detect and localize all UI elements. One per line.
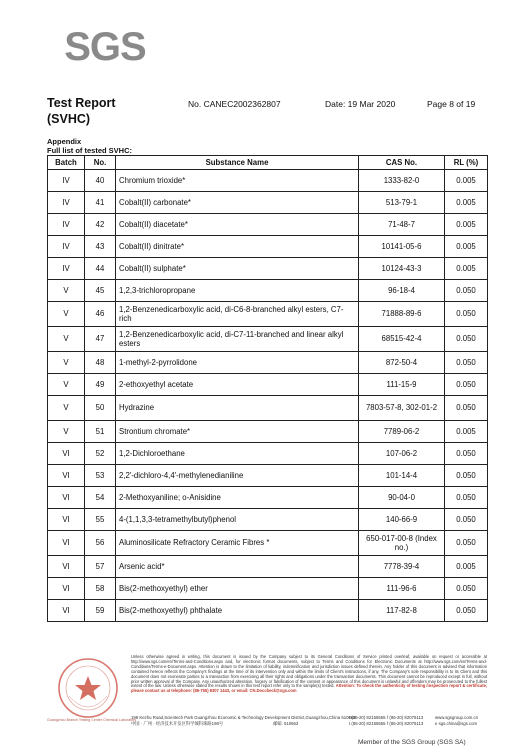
number-cell: 46 <box>85 302 116 327</box>
substance-cell: 4-(1,1,3,3-tetramethylbutyl)phenol <box>116 509 359 531</box>
number-cell: 41 <box>85 192 116 214</box>
table-row <box>48 509 488 531</box>
cas-cell: 71888-89-6 <box>359 302 445 327</box>
table-row <box>48 421 488 443</box>
rl-cell: 0.050 <box>445 352 488 374</box>
legal-text: Unless otherwise agreed in writing, this document is issued by the Company subject to its General Conditions of Service printed overleaf, available on request or accessible at http://www.sgs.com/en/Terms-and-Conditions.aspx and, for electronic format documents, subject to Terms and Conditions for Electronic Documents at http://www.sgs.com/en/Terms-and-Conditions/Terms-e-Document.aspx. Attention is drawn to the limitation of liability, indemnification and jurisdiction issues defined therein. Any holder of this document is advised that information contained hereon reflects the Company's findings at the time of its intervention only and within the limits of Client's instructions, if any. The Company's sole responsibility is to its Client and this document does not exonerate parties to a transaction from exercising all their rights and obligations under the transaction documents. This document cannot be reproduced except in full, without prior written approval of the Company. Any unauthorized alteration, forgery or falsification of the content or appearance of this document is unlawful and offenders may be prosecuted to the fullest extent of the law. Unless otherwise stated the results shown in this test report refer only to the sample(s) tested. <box>131 654 487 689</box>
number-cell: 44 <box>85 258 116 280</box>
table-row <box>48 556 488 578</box>
batch-cell: VI <box>48 556 85 578</box>
substance-cell: Cobalt(II) diacetate* <box>116 214 359 236</box>
col-substance: Substance Name <box>116 156 359 170</box>
address-block <box>131 715 487 727</box>
cas-cell: 68515-42-4 <box>359 327 445 352</box>
website-link[interactable]: www.sgsgroup.com.cn <box>435 715 478 720</box>
table-row <box>48 214 488 236</box>
batch-cell: V <box>48 280 85 302</box>
rl-cell: 0.005 <box>445 421 488 443</box>
fax: f (86-20) 82075113 <box>387 715 424 720</box>
page-number: Page 8 of 19 <box>427 99 476 109</box>
batch-cell: VI <box>48 465 85 487</box>
seal-star-icon <box>53 656 123 722</box>
seal-caption: Guangzhou Branch Testing Center Chemical Laboratory <box>47 718 137 722</box>
table-row <box>48 600 488 622</box>
substance-cell: Aluminosilicate Refractory Ceramic Fibres * <box>116 531 359 556</box>
report-title: Test Report <box>47 96 116 110</box>
cas-cell: 10141-05-6 <box>359 236 445 258</box>
appendix-label: Appendix <box>47 137 82 146</box>
svhc-table <box>47 155 488 622</box>
cas-cell: 101-14-4 <box>359 465 445 487</box>
number-cell: 42 <box>85 214 116 236</box>
number-cell: 50 <box>85 396 116 421</box>
col-no: No. <box>85 156 116 170</box>
table-row <box>48 192 488 214</box>
rl-cell: 0.050 <box>445 465 488 487</box>
batch-cell: IV <box>48 192 85 214</box>
batch-cell: VI <box>48 443 85 465</box>
table-row <box>48 327 488 352</box>
substance-cell: Arsenic acid* <box>116 556 359 578</box>
substance-cell: Cobalt(II) carbonate* <box>116 192 359 214</box>
batch-cell: V <box>48 302 85 327</box>
cas-cell: 96-18-4 <box>359 280 445 302</box>
substance-cell: 1,2,3-trichloropropane <box>116 280 359 302</box>
substance-cell: Bis(2-methoxyethyl) ether <box>116 578 359 600</box>
batch-cell: IV <box>48 258 85 280</box>
rl-cell: 0.050 <box>445 374 488 396</box>
rl-cell: 0.050 <box>445 578 488 600</box>
cas-cell: 71-48-7 <box>359 214 445 236</box>
substance-cell: 2-ethoxyethyl acetate <box>116 374 359 396</box>
cas-cell: 7778-39-4 <box>359 556 445 578</box>
number-cell: 52 <box>85 443 116 465</box>
table-row <box>48 487 488 509</box>
substance-cell: 1,2-Benzenedicarboxylic acid, di-C6-8-branched alkyl esters, C7-rich <box>116 302 359 327</box>
batch-cell: VI <box>48 578 85 600</box>
cas-cell: 111-96-6 <box>359 578 445 600</box>
lab-seal-stamp <box>53 656 123 722</box>
table-row <box>48 531 488 556</box>
rl-cell: 0.050 <box>445 531 488 556</box>
cas-cell: 7803-57-8, 302-01-2 <box>359 396 445 421</box>
table-row <box>48 374 488 396</box>
table-row <box>48 465 488 487</box>
authenticity-notice: Attention: To check the authenticity of testing /inspection report & certificate, please contact us at telephone: (86-755) 8307 1443, or email: CN.Doccheck@sgs.com <box>131 683 487 694</box>
number-cell: 47 <box>85 327 116 352</box>
batch-cell: IV <box>48 214 85 236</box>
number-cell: 59 <box>85 600 116 622</box>
number-cell: 48 <box>85 352 116 374</box>
cas-cell: 513-79-1 <box>359 192 445 214</box>
batch-cell: IV <box>48 236 85 258</box>
table-row <box>48 396 488 421</box>
batch-cell: VI <box>48 487 85 509</box>
number-cell: 56 <box>85 531 116 556</box>
rl-cell: 0.005 <box>445 170 488 192</box>
batch-cell: VI <box>48 509 85 531</box>
table-row <box>48 302 488 327</box>
sgs-logo-mark <box>64 22 146 68</box>
zip-cn: 邮编: 510663 <box>273 721 299 726</box>
rl-cell: 0.050 <box>445 327 488 352</box>
number-cell: 55 <box>85 509 116 531</box>
table-row <box>48 258 488 280</box>
number-cell: 45 <box>85 280 116 302</box>
address-cn-row <box>131 721 487 727</box>
substance-cell: Cobalt(II) dinitrate* <box>116 236 359 258</box>
rl-cell: 0.005 <box>445 258 488 280</box>
address-cn: 中国 · 广州 · 经济技术开发区科学城科珠路198号 <box>131 721 224 726</box>
substance-cell: 2-Methoxyaniline; o-Anisidine <box>116 487 359 509</box>
table-row <box>48 280 488 302</box>
col-rl: RL (%) <box>445 156 488 170</box>
number-cell: 49 <box>85 374 116 396</box>
number-cell: 58 <box>85 578 116 600</box>
table-row <box>48 578 488 600</box>
batch-cell: V <box>48 396 85 421</box>
substance-cell: 1,2-Dichloroethane <box>116 443 359 465</box>
number-cell: 57 <box>85 556 116 578</box>
batch-cell: V <box>48 374 85 396</box>
report-number: No. CANEC2002362807 <box>188 99 281 109</box>
number-cell: 40 <box>85 170 116 192</box>
cas-cell: 111-15-9 <box>359 374 445 396</box>
cas-cell: 650-017-00-8 (Index no.) <box>359 531 445 556</box>
page-footer <box>47 652 487 732</box>
number-cell: 51 <box>85 421 116 443</box>
substance-cell: 1,2-Benzenedicarboxylic acid, di-C7-11-branched and linear alkyl esters <box>116 327 359 352</box>
table-row <box>48 443 488 465</box>
address-en: 198 Kezhu Road,Scientech Park Guangzhou Economic & Technology Development District,Guangzhou,China 510663 <box>131 715 356 720</box>
batch-cell: V <box>48 421 85 443</box>
batch-cell: IV <box>48 170 85 192</box>
report-date: Date: 19 Mar 2020 <box>325 99 396 109</box>
batch-cell: V <box>48 327 85 352</box>
col-cas: CAS No. <box>359 156 445 170</box>
fax-cn: f (86-20) 82075113 <box>387 721 424 726</box>
batch-cell: VI <box>48 600 85 622</box>
legal-disclaimer <box>131 655 487 694</box>
substance-cell: Strontium chromate* <box>116 421 359 443</box>
appendix-heading <box>47 137 132 155</box>
cas-cell: 7789-06-2 <box>359 421 445 443</box>
cas-cell: 872-50-4 <box>359 352 445 374</box>
substance-cell: Bis(2-methoxyethyl) phthalate <box>116 600 359 622</box>
telephone-cn: t (86-20) 82155555 <box>349 721 386 726</box>
rl-cell: 0.005 <box>445 214 488 236</box>
rl-cell: 0.050 <box>445 443 488 465</box>
number-cell: 54 <box>85 487 116 509</box>
table-row <box>48 352 488 374</box>
table-row <box>48 236 488 258</box>
rl-cell: 0.050 <box>445 396 488 421</box>
rl-cell: 0.050 <box>445 600 488 622</box>
member-line: Member of the SGS Group (SGS SA) <box>358 739 466 746</box>
rl-cell: 0.050 <box>445 280 488 302</box>
sgs-logo-text: SGS <box>64 25 146 68</box>
rl-cell: 0.050 <box>445 487 488 509</box>
cas-cell: 90-04-0 <box>359 487 445 509</box>
substance-cell: Chromium trioxide* <box>116 170 359 192</box>
batch-cell: V <box>48 352 85 374</box>
rl-cell: 0.050 <box>445 509 488 531</box>
rl-cell: 0.005 <box>445 556 488 578</box>
substance-cell: Hydrazine <box>116 396 359 421</box>
table-body <box>48 170 488 622</box>
col-batch: Batch <box>48 156 85 170</box>
rl-cell: 0.005 <box>445 236 488 258</box>
cas-cell: 107-06-2 <box>359 443 445 465</box>
cas-cell: 1333-82-0 <box>359 170 445 192</box>
email-link[interactable]: e sgs.china@sgs.com <box>435 721 478 726</box>
table-row <box>48 170 488 192</box>
batch-cell: VI <box>48 531 85 556</box>
substance-cell: 1-methyl-2-pyrrolidone <box>116 352 359 374</box>
list-title: Full list of tested SVHC: <box>47 146 133 155</box>
telephone: t (86-20) 82155555 <box>349 715 386 720</box>
cas-cell: 117-82-8 <box>359 600 445 622</box>
number-cell: 43 <box>85 236 116 258</box>
substance-cell: Cobalt(II) sulphate* <box>116 258 359 280</box>
substance-cell: 2,2'-dichloro-4,4'-methylenedianiline <box>116 465 359 487</box>
cas-cell: 10124-43-3 <box>359 258 445 280</box>
sgs-logo <box>64 22 146 68</box>
report-header <box>47 96 487 124</box>
rl-cell: 0.050 <box>445 302 488 327</box>
cas-cell: 140-66-9 <box>359 509 445 531</box>
table-header-row <box>48 156 488 170</box>
report-subtitle: (SVHC) <box>47 112 91 126</box>
rl-cell: 0.005 <box>445 192 488 214</box>
number-cell: 53 <box>85 465 116 487</box>
